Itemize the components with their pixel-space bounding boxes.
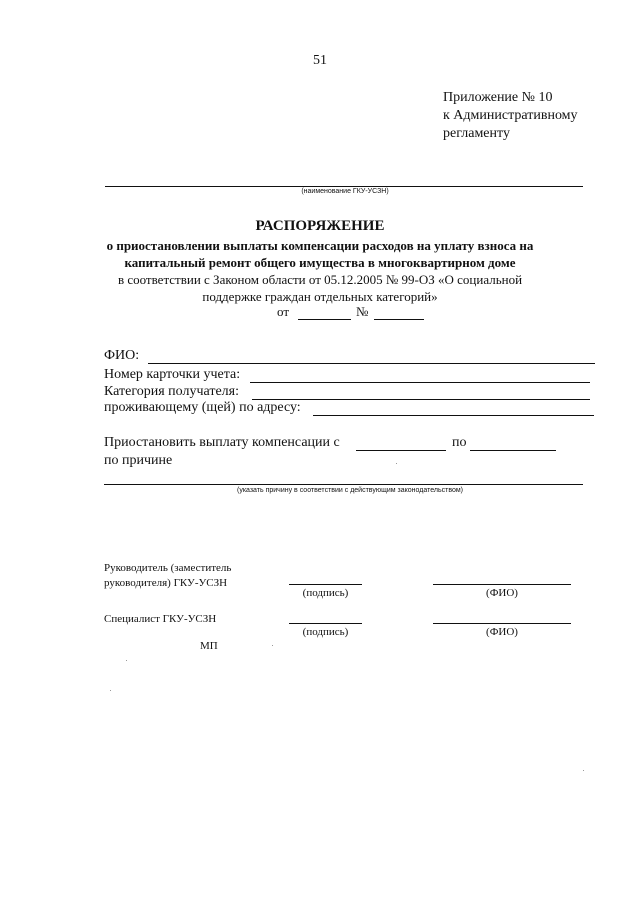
date-line [298, 319, 351, 320]
fio-label: ФИО: [104, 348, 140, 363]
org-name-line [105, 186, 583, 187]
reason-label: по причине [104, 453, 173, 468]
law-line1: в соответствии с Законом области от 05.12.2005 № 99-ОЗ «О социальной [117, 272, 523, 287]
appendix-block [443, 89, 578, 143]
specialist-signature-caption: (подпись) [302, 626, 349, 638]
org-name-caption: (наименование ГКУ-УСЗН) [301, 188, 389, 195]
address-label: проживающему (щей) по адресу: [104, 400, 301, 415]
law-line2: поддержке граждан отдельных категорий» [202, 289, 438, 304]
suspend-text: Приостановить выплату компенсации с [104, 435, 340, 450]
address-line [313, 415, 594, 416]
number-line [374, 319, 424, 320]
fio-line [148, 363, 595, 364]
number-label: № [356, 304, 369, 319]
suspend-to-line [470, 450, 556, 451]
head-signature-line [289, 584, 362, 585]
specialist-label: Специалист ГКУ-УСЗН [104, 613, 217, 625]
scan-speck [126, 660, 127, 661]
scan-speck [396, 463, 397, 464]
reason-caption: (указать причину в соответствии с действующим законодательством) [236, 487, 464, 494]
appendix-line2: к Административному [443, 108, 578, 123]
head-signatory [104, 561, 231, 591]
head-line2: руководителя) ГКУ-УСЗН [104, 577, 228, 589]
subtitle-line1: о приостановлении выплаты компенсации расходов на уплату взноса на [106, 238, 534, 253]
category-line [252, 399, 590, 400]
head-signature-caption: (подпись) [302, 587, 349, 599]
specialist-signature-line [289, 623, 362, 624]
document-title: РАСПОРЯЖЕНИЕ [255, 218, 385, 234]
page-number: 51 [313, 53, 327, 68]
head-fio-line [433, 584, 571, 585]
card-number-line [250, 382, 590, 383]
suspend-from-line [356, 450, 446, 451]
category-label: Категория получателя: [104, 384, 239, 399]
scan-speck [583, 770, 584, 771]
scan-speck [272, 645, 273, 646]
head-fio-caption: (ФИО) [486, 587, 518, 599]
reason-line [104, 484, 583, 485]
subtitle-line2: капитальный ремонт общего имущества в многоквартирном доме [124, 255, 516, 270]
scan-speck [110, 690, 111, 691]
specialist-fio-caption: (ФИО) [486, 626, 518, 638]
appendix-line3: регламенту [443, 126, 510, 141]
card-number-label: Номер карточки учета: [104, 367, 241, 382]
appendix-line1: Приложение № 10 [443, 90, 553, 105]
head-line1: Руководитель (заместитель [104, 562, 232, 574]
stamp-label: МП [200, 640, 218, 652]
suspend-to-label: по [452, 435, 467, 450]
date-label: от [277, 304, 290, 319]
specialist-fio-line [433, 623, 571, 624]
